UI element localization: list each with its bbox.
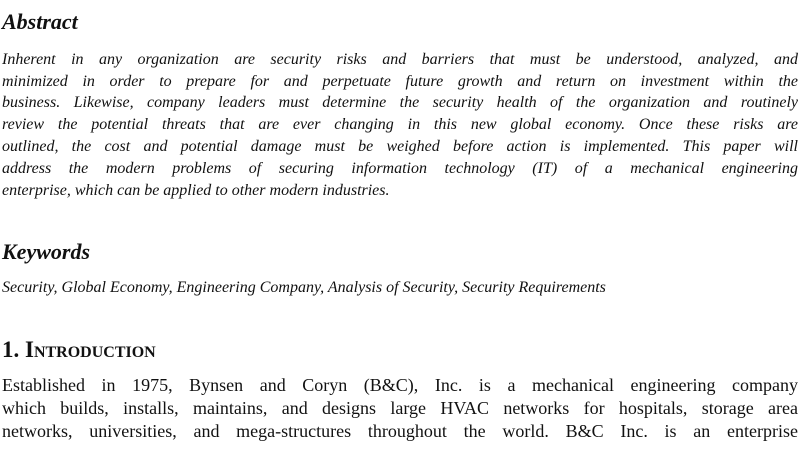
abstract-line: enterprise, which can be applied to other modern industries.: [2, 182, 390, 199]
abstract-line: address the modern problems of securing information technology (IT) of a mechanical engineering: [2, 160, 798, 177]
section-title: Introduction: [25, 337, 156, 362]
abstract-heading: Abstract: [2, 9, 78, 34]
abstract-line: review the potential threats that are ever changing in this new global economy. Once these risks are: [2, 116, 798, 133]
keywords-heading: Keywords: [2, 239, 90, 264]
section-number: 1.: [2, 337, 20, 362]
keywords-text: Security, Global Economy, Engineering Company, Analysis of Security, Security Requirements: [2, 279, 606, 296]
abstract-line: business. Likewise, company leaders must determine the security health of the organization and routinely: [2, 94, 798, 111]
introduction-line: Established in 1975, Bynsen and Coryn (B&C), Inc. is a mechanical engineering company: [2, 375, 798, 395]
abstract-line: Inherent in any organization are security risks and barriers that must be understood, analyzed, and: [2, 51, 798, 68]
introduction-line: which builds, installs, maintains, and designs large HVAC networks for hospitals, storage area: [2, 398, 798, 418]
introduction-line: networks, universities, and mega-structures throughout the world. B&C Inc. is an enterprise: [2, 421, 798, 441]
abstract-line: outlined, the cost and potential damage must be weighed before action is implemented. This paper will: [2, 138, 798, 155]
introduction-heading: [2, 336, 798, 364]
abstract-line: minimized in order to prepare for and perpetuate future growth and return on investment within the: [2, 73, 798, 90]
